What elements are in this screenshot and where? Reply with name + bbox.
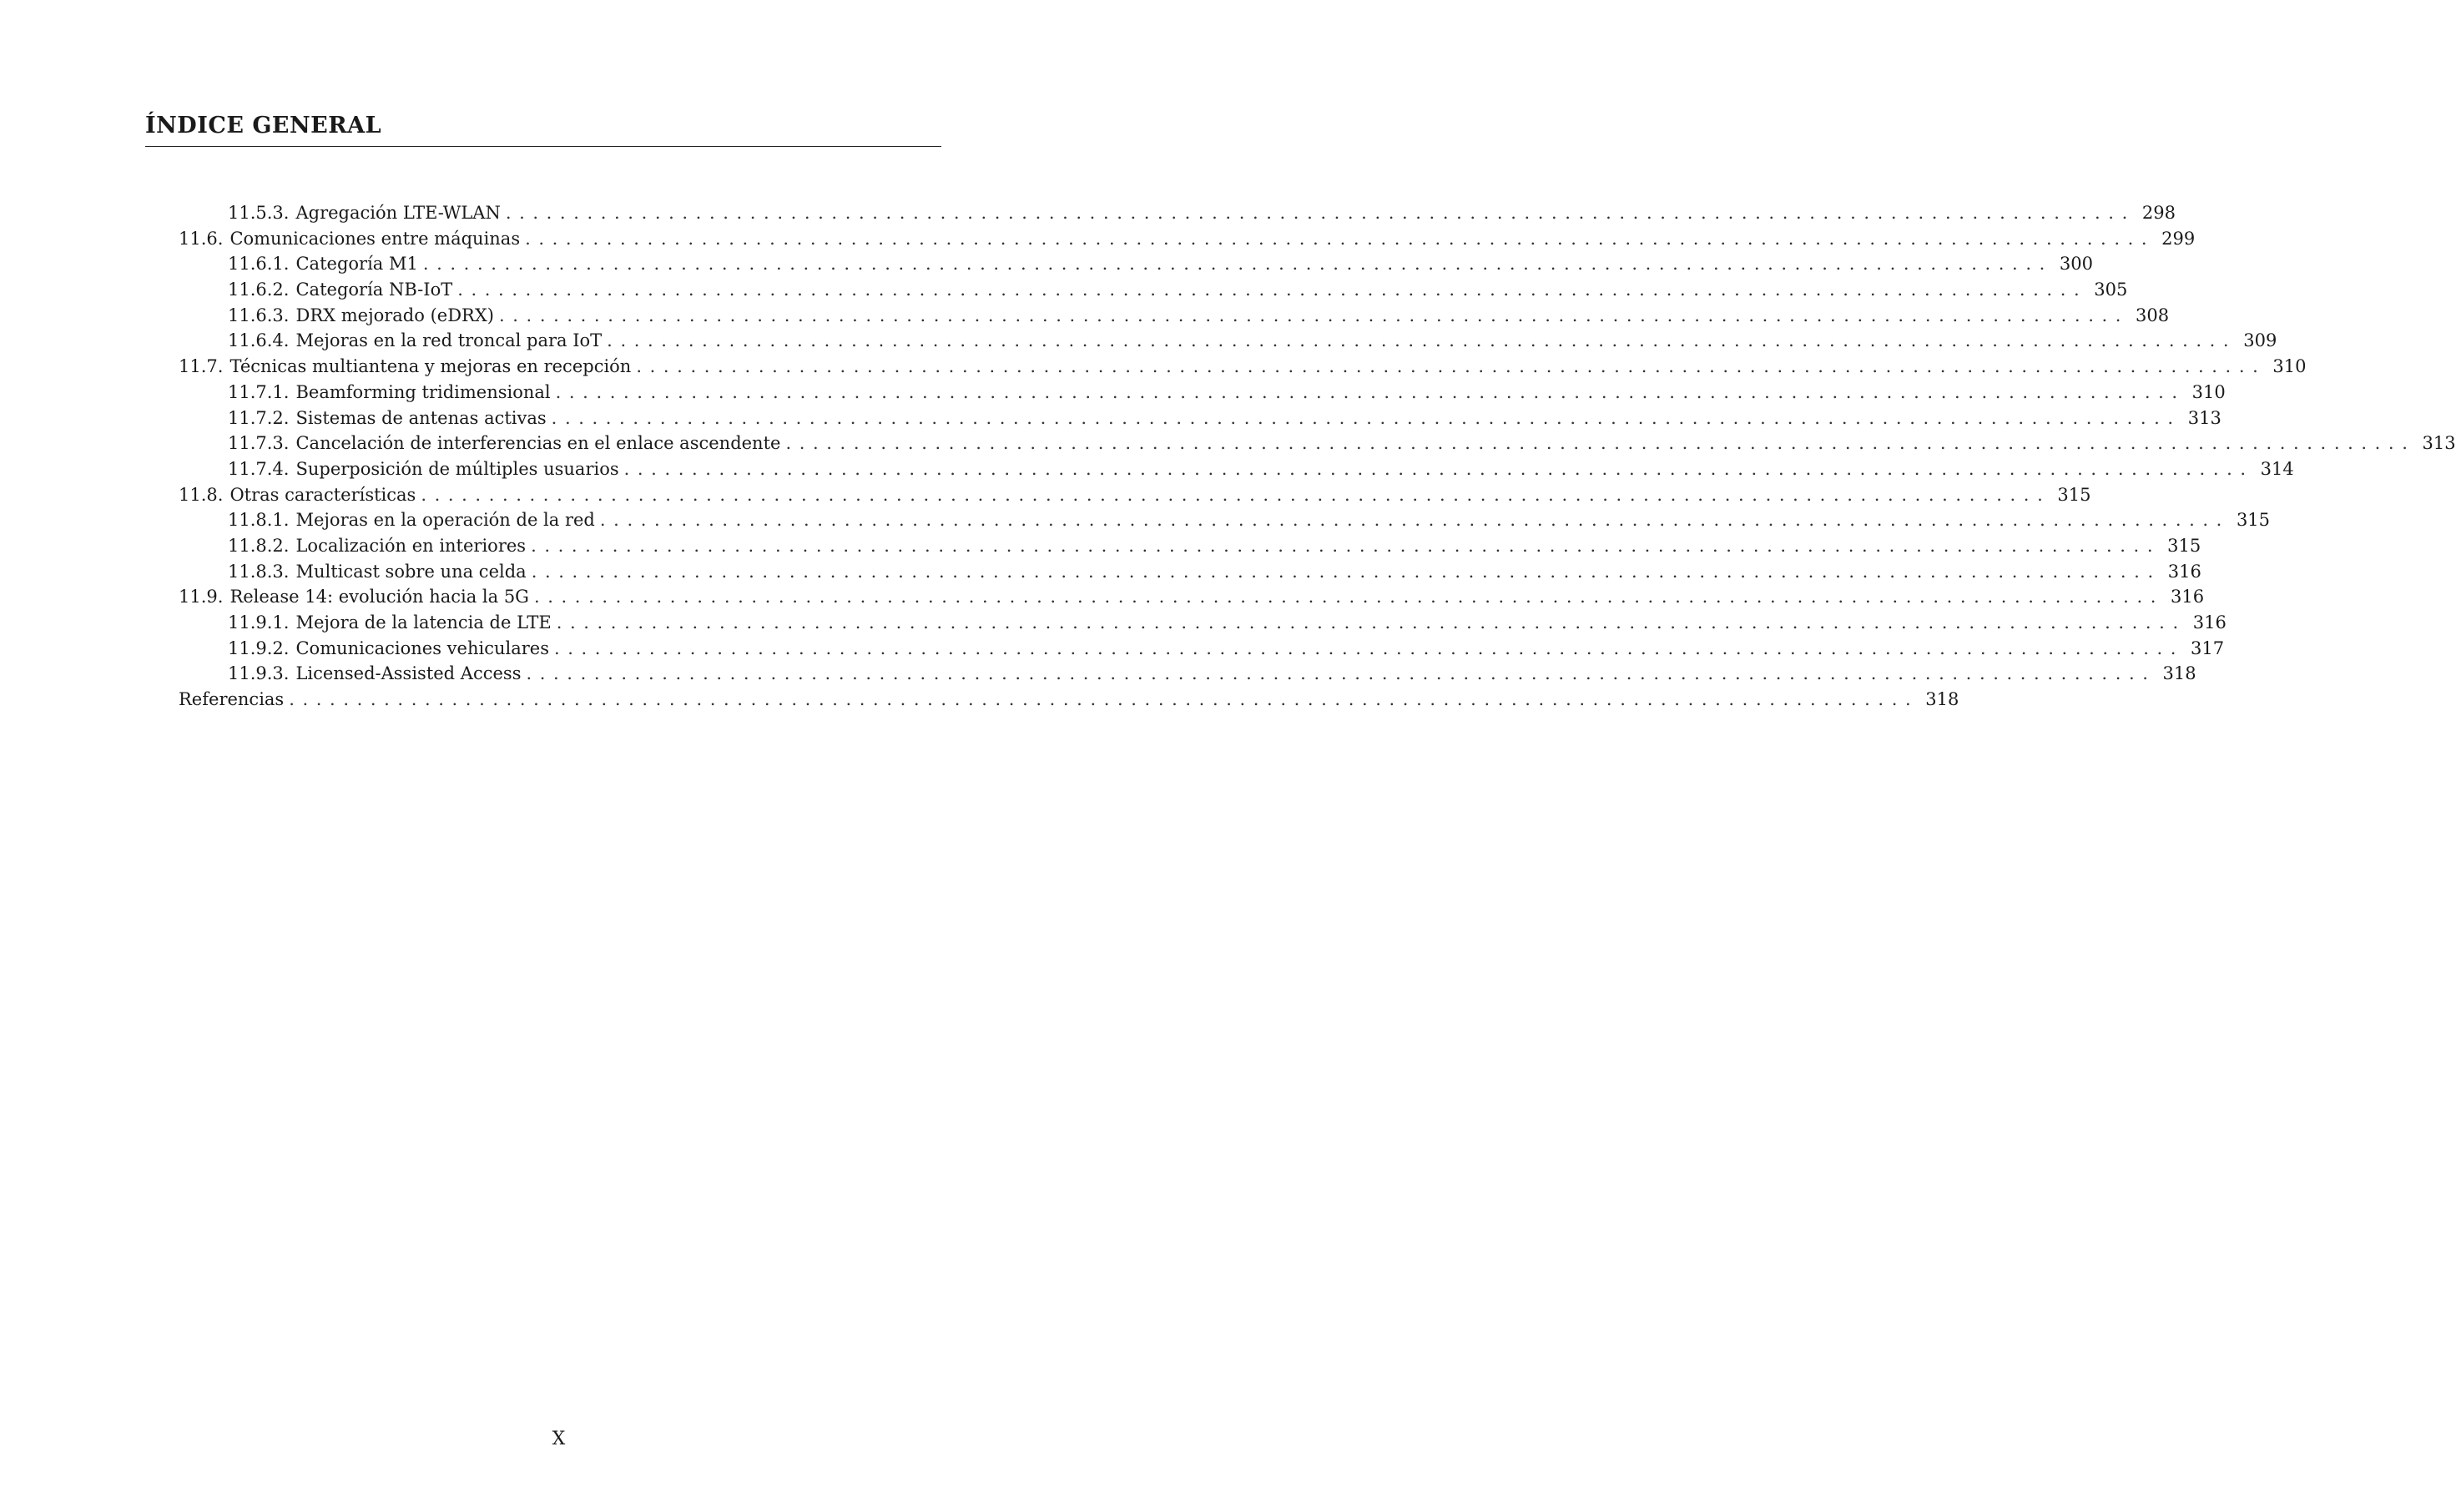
- toc-entry-page: 300: [2059, 254, 2093, 275]
- toc-entry-title: [228, 533, 531, 559]
- table-of-contents: [145, 200, 2456, 713]
- toc-entry-text: Superposición de múltiples usuarios: [295, 458, 619, 479]
- page-number: X: [552, 1429, 566, 1449]
- toc-entry-number: 11.8.2.: [228, 535, 290, 556]
- toc-entry-text: Categoría NB-IoT: [295, 280, 453, 300]
- toc-entry-number: 11.6.: [179, 228, 224, 249]
- toc-entry-title: [228, 507, 600, 533]
- toc-entry[interactable]: [145, 636, 2225, 662]
- toc-entry-number: 11.7.2.: [228, 407, 290, 428]
- toc-entry-title: [179, 354, 636, 380]
- toc-entry-text: DRX mejorado (eDRX): [295, 305, 494, 325]
- toc-entry-title: [179, 687, 289, 713]
- toc-entry[interactable]: [145, 328, 2277, 354]
- toc-entry-page: 317: [2191, 638, 2225, 658]
- toc-dot-leader: ........................................................................................................................: [499, 305, 2130, 325]
- toc-entry[interactable]: [145, 226, 2196, 252]
- toc-entry-number: 11.8.1.: [228, 510, 290, 531]
- toc-entry-text: Otras características: [229, 484, 416, 505]
- toc-entry-title: [228, 303, 499, 329]
- toc-entry-text: Comunicaciones vehiculares: [295, 638, 549, 658]
- toc-entry-text: Mejora de la latencia de LTE: [295, 612, 552, 633]
- toc-entry[interactable]: [145, 406, 2221, 431]
- toc-entry-number: 11.6.4.: [228, 330, 290, 351]
- toc-entry[interactable]: [145, 303, 2170, 329]
- toc-dot-leader: ........................................................................................................................: [785, 433, 2416, 454]
- toc-entry-number: 11.8.: [179, 484, 224, 505]
- toc-dot-leader: ........................................................................................................................: [623, 458, 2254, 479]
- toc-entry-text: Localización en interiores: [295, 535, 527, 556]
- toc-entry-page: 298: [2141, 203, 2176, 223]
- toc-entry-text: Mejoras en la operación de la red: [295, 510, 595, 531]
- toc-entry-text: Referencias: [179, 689, 285, 710]
- toc-entry-page: 308: [2136, 305, 2170, 325]
- toc-entry-page: 316: [2171, 587, 2205, 607]
- toc-entry-title: [228, 251, 423, 277]
- toc-dot-leader: ........................................................................................................................: [421, 484, 2051, 505]
- toc-entry-title: [179, 482, 421, 508]
- toc-entry-title: [228, 200, 506, 226]
- toc-entry-number: 11.7.: [179, 356, 224, 377]
- toc-entry-number: 11.9.1.: [228, 612, 290, 633]
- toc-entry-page: 310: [2272, 356, 2307, 377]
- toc-entry-page: 310: [2191, 381, 2226, 402]
- header-rule: [145, 146, 941, 147]
- toc-entry-text: Agregación LTE-WLAN: [295, 203, 501, 223]
- toc-entry-page: 318: [2162, 663, 2196, 684]
- toc-entry-page: 313: [2422, 433, 2456, 454]
- toc-entry-title: [228, 456, 624, 482]
- toc-entry-title: [228, 406, 552, 431]
- toc-entry-number: 11.6.1.: [228, 254, 290, 275]
- toc-dot-leader: ........................................................................................................................: [289, 689, 1919, 710]
- toc-dot-leader: ........................................................................................................................: [636, 356, 2267, 377]
- toc-entry[interactable]: [145, 507, 2271, 533]
- toc-entry-page: 315: [2167, 535, 2201, 556]
- toc-dot-leader: ........................................................................................................................: [505, 203, 2136, 223]
- toc-entry-title: [228, 636, 554, 662]
- toc-entry[interactable]: [145, 200, 2176, 226]
- toc-entry-page: 316: [2167, 561, 2201, 582]
- toc-entry-text: Comunicaciones entre máquinas: [229, 228, 521, 249]
- toc-entry-page: 315: [2057, 484, 2091, 505]
- toc-entry[interactable]: [145, 610, 2227, 636]
- toc-entry[interactable]: [145, 251, 2093, 277]
- toc-entry-number: 11.7.1.: [228, 381, 290, 402]
- toc-dot-leader: ........................................................................................................................: [457, 280, 2088, 300]
- toc-entry-text: Técnicas multiantena y mejoras en recepción: [229, 356, 632, 377]
- toc-dot-leader: ........................................................................................................................: [555, 381, 2186, 402]
- toc-dot-leader: ........................................................................................................................: [531, 535, 2161, 556]
- toc-entry[interactable]: [145, 584, 2205, 610]
- toc-entry-title: [228, 610, 557, 636]
- toc-entry-page: 305: [2094, 280, 2128, 300]
- toc-entry[interactable]: [145, 661, 2196, 687]
- toc-entry-number: 11.6.2.: [228, 280, 290, 300]
- toc-entry[interactable]: [145, 431, 2456, 456]
- toc-entry[interactable]: [145, 533, 2201, 559]
- toc-entry-title: [228, 559, 532, 585]
- toc-entry-number: 11.9.3.: [228, 663, 290, 684]
- toc-entry[interactable]: [145, 559, 2201, 585]
- toc-entry-number: 11.9.2.: [228, 638, 290, 658]
- toc-entry-title: [179, 584, 534, 610]
- toc-entry-page: 314: [2260, 458, 2294, 479]
- toc-entry-title: [228, 661, 526, 687]
- toc-dot-leader: ........................................................................................................................: [422, 254, 2053, 275]
- toc-entry-title: [179, 226, 525, 252]
- toc-entry-number: 11.9.: [179, 587, 224, 607]
- toc-entry-page: 309: [2243, 330, 2277, 351]
- toc-entry-number: 11.7.3.: [228, 433, 290, 454]
- toc-entry-number: 11.7.4.: [228, 458, 290, 479]
- toc-entry[interactable]: [145, 482, 2091, 508]
- toc-entry-text: Multicast sobre una celda: [295, 561, 527, 582]
- toc-entry-page: 313: [2187, 407, 2221, 428]
- toc-dot-leader: ........................................................................................................................: [533, 587, 2165, 607]
- toc-entry[interactable]: [145, 380, 2226, 406]
- toc-entry-text: Sistemas de antenas activas: [295, 407, 547, 428]
- toc-entry[interactable]: [145, 277, 2128, 303]
- toc-entry-text: Cancelación de interferencias en el enlace ascendente: [295, 433, 781, 454]
- toc-entry-title: [228, 277, 457, 303]
- toc-entry-number: 11.5.3.: [228, 203, 290, 223]
- toc-dot-leader: ........................................................................................................................: [551, 407, 2181, 428]
- toc-dot-leader: ........................................................................................................................: [556, 612, 2186, 633]
- toc-entry-page: 299: [2161, 228, 2196, 249]
- toc-entry-number: 11.6.3.: [228, 305, 290, 325]
- toc-entry-page: 318: [1925, 689, 1959, 710]
- toc-dot-leader: ........................................................................................................................: [525, 228, 2156, 249]
- toc-entry-page: 315: [2236, 510, 2271, 531]
- toc-entry[interactable]: [145, 687, 1959, 713]
- toc-entry-page: 316: [2192, 612, 2227, 633]
- toc-entry-title: [228, 328, 607, 354]
- toc-entry-text: Mejoras en la red troncal para IoT: [295, 330, 603, 351]
- toc-entry-title: [228, 380, 556, 406]
- toc-dot-leader: ........................................................................................................................: [531, 561, 2161, 582]
- toc-entry[interactable]: [145, 354, 2307, 380]
- running-head-title: ÍNDICE GENERAL: [145, 113, 382, 139]
- toc-dot-leader: ........................................................................................................................: [553, 638, 2185, 658]
- toc-entry-text: Licensed-Assisted Access: [295, 663, 522, 684]
- toc-entry-text: Beamforming tridimensional: [295, 381, 551, 402]
- toc-entry-number: 11.8.3.: [228, 561, 290, 582]
- toc-dot-leader: ........................................................................................................................: [526, 663, 2156, 684]
- toc-entry-text: Categoría M1: [295, 254, 418, 275]
- toc-entry-title: [228, 431, 785, 456]
- toc-entry[interactable]: [145, 456, 2294, 482]
- toc-dot-leader: ........................................................................................................................: [599, 510, 2230, 531]
- toc-dot-leader: ........................................................................................................................: [607, 330, 2237, 351]
- toc-entry-text: Release 14: evolución hacia la 5G: [229, 587, 529, 607]
